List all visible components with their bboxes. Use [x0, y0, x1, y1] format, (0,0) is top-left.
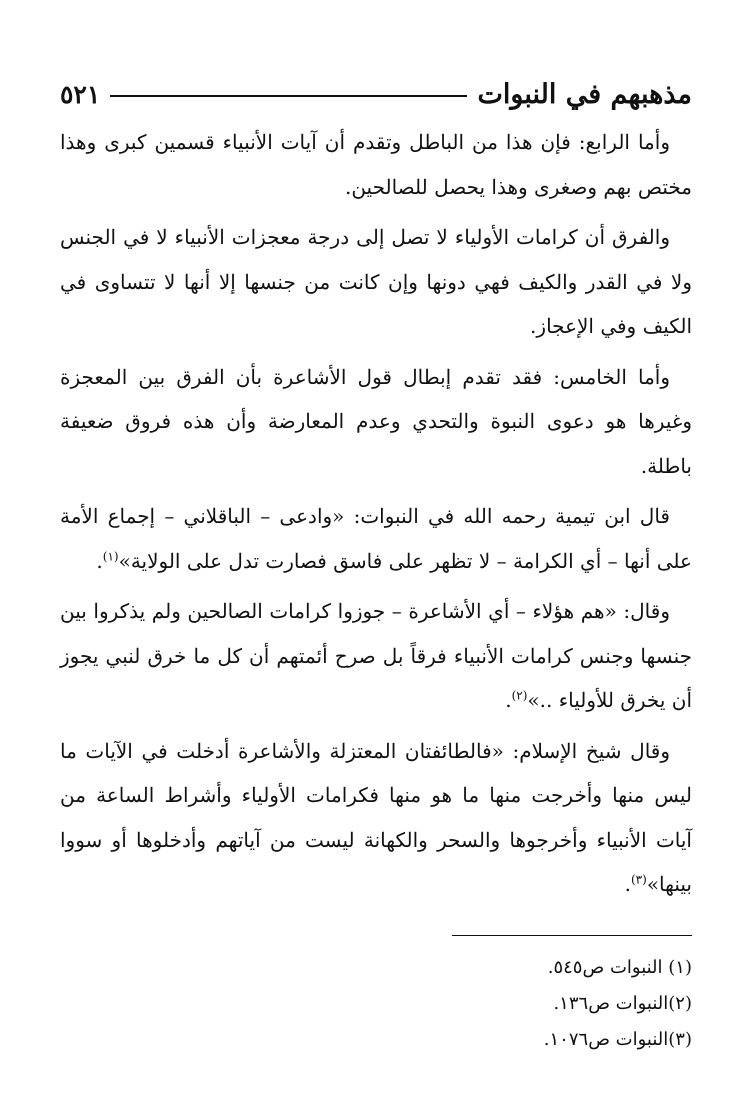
paragraph-text: وقال شيخ الإسلام: «فالطائفتان المعتزلة والأشاعرة أدخلت في الآيات ما ليس منها وأخرجت منها ما هو منها فكرامات الأولياء وأشراط الساعة من آيات الأنبياء وأخرجوها والسحر والكهانة ليست من آياتهم وأدخلوها أو سووا بينها» [60, 738, 692, 896]
footnotes [60, 950, 692, 1058]
paragraph [60, 494, 692, 583]
footnote-reference[interactable]: (٢) [511, 688, 528, 703]
page-header [60, 70, 692, 118]
paragraph-text: وقال: «هم هؤلاء – أي الأشاعرة – جوزوا كرامات الصالحين ولم يذكروا بين جنسها وجنس كرامات الأنبياء فرقاً بل صرح أئمتهم أن كل ما خرق لنبي يجوز أن يخرق للأولياء ..» [60, 599, 692, 712]
footnote-reference[interactable]: (٣) [630, 872, 647, 887]
footnote-separator-wrap [60, 935, 692, 936]
footnote-reference[interactable]: (١) [102, 548, 119, 563]
paragraph-tail: . [505, 688, 512, 712]
paragraph [60, 729, 692, 907]
paragraph [60, 120, 692, 209]
book-page [60, 70, 692, 1060]
paragraph [60, 355, 692, 489]
footnote: (٢)النبوات ص١٣٦. [553, 992, 692, 1014]
footnote: (٣)النبوات ص١٠٧٦. [543, 1028, 692, 1050]
paragraph-text: وأما الخامس: فقد تقدم إبطال قول الأشاعرة بأن الفرق بين المعجزة وغيرها هو دعوى النبوة والتحدي وعدم المعارضة وأن هذه فروق ضعيفة باطلة. [60, 364, 692, 478]
page-number: ٥٢١ [60, 79, 101, 109]
body-text [60, 120, 692, 907]
paragraph [60, 215, 692, 349]
paragraph-tail: . [96, 548, 103, 573]
footnote: (١) النبوات ص٥٤٥. [547, 956, 692, 978]
paragraph-text: وأما الرابع: فإن هذا من الباطل وتقدم أن آيات الأنبياء قسمين كبرى وهذا مختص بهم وصغرى وهذا يحصل للصالحين. [60, 130, 692, 199]
paragraph [60, 589, 692, 723]
header-rule [110, 95, 467, 97]
paragraph-text: قال ابن تيمية رحمه الله في النبوات: «وادعى – الباقلاني – إجماع الأمة على أنها – أي الكرامة – لا تظهر على فاسق فصارت تدل على الولاية» [60, 504, 692, 573]
paragraph-text: والفرق أن كرامات الأولياء لا تصل إلى درجة معجزات الأنبياء لا في الجنس ولا في القدر والكيف فهي دونها وإن كانت من جنسها إلا أنها لا تتساوى في الكيف وفي الإعجاز. [60, 225, 692, 338]
paragraph-tail: . [624, 872, 631, 896]
running-title: مذهبهم في النبوات [477, 78, 692, 110]
footnote-separator [452, 935, 692, 936]
